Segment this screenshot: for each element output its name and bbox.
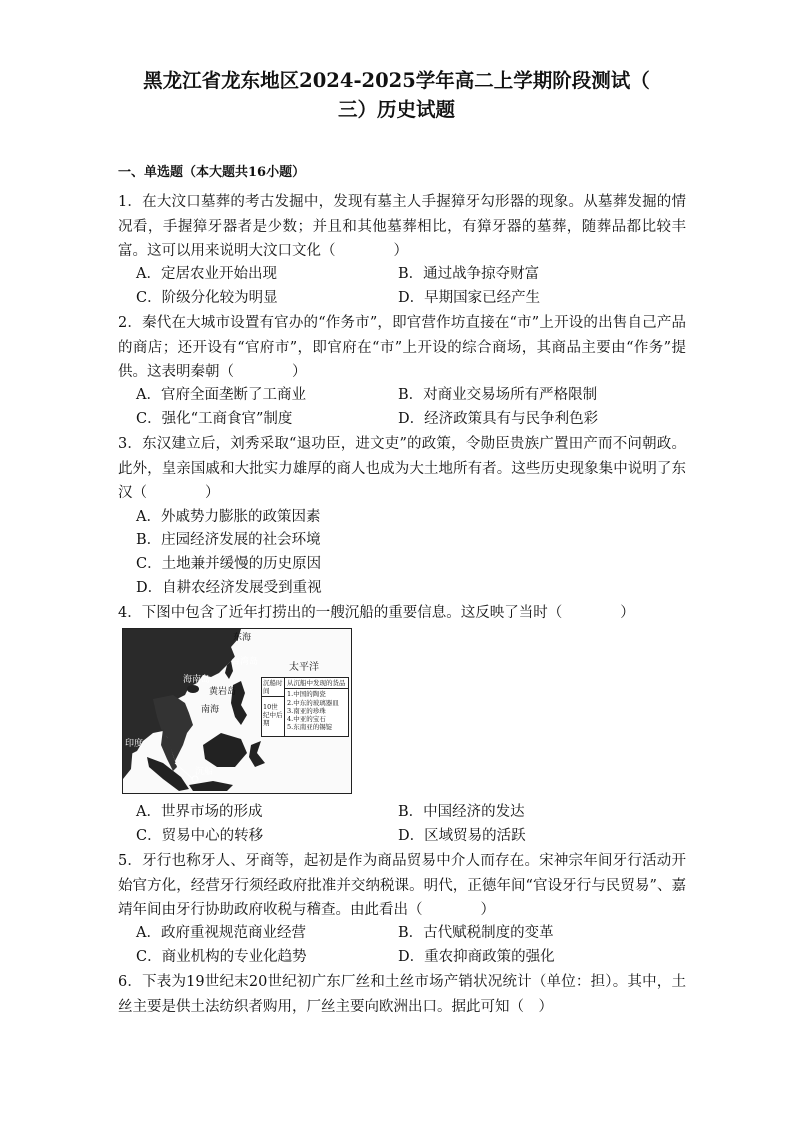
label-shipwreck: 沉船 <box>195 767 214 777</box>
legend-good-3: 3.南亚的珍珠 <box>287 707 326 715</box>
legend-time-header: 沉船时间 <box>263 679 283 695</box>
q2-option-b[interactable]: B．对商业交易场所有严格限制 <box>398 387 598 403</box>
title-line-1: 黑龙江省龙东地区2024-2025学年高二上学期阶段测试（ <box>143 69 650 92</box>
question-4-stem: 4．下图中包含了近年打捞出的一艘沉船的重要信息。这反映了当时（ ） <box>118 605 635 621</box>
label-nanhai: 南海 <box>201 705 220 715</box>
title-line-2: 三）历史试题 <box>337 98 455 121</box>
page-title <box>60 66 733 124</box>
label-taiwan: 台湾岛 <box>231 657 259 667</box>
question-6-stem: 6．下表为19世纪末20世纪初广东厂丝和土丝市场产销状况统计（单位：担）。其中，土丝主要是供土法纺织者购用，厂丝主要向欧洲出口。据此可知（ ） <box>118 974 686 1015</box>
label-india: 印度 <box>125 739 144 749</box>
q5-option-d[interactable]: D．重农抑商政策的强化 <box>398 949 555 965</box>
legend-good-4: 4.中亚的宝石 <box>287 715 326 723</box>
label-hainan: 海南岛 <box>183 675 211 685</box>
q2-option-c[interactable]: C．强化“工商食官”制度 <box>136 411 293 427</box>
q4-option-d[interactable]: D．区域贸易的活跃 <box>398 828 526 844</box>
q1-option-b[interactable]: B．通过战争掠夺财富 <box>398 266 540 282</box>
legend-good-2: 2.中东的玻璃器皿 <box>287 699 339 707</box>
map-legend <box>261 677 349 737</box>
section-heading: 一、单选题（本大题共16小题） <box>118 165 306 180</box>
q1-option-c[interactable]: C．阶级分化较为明显 <box>136 290 278 306</box>
shipwreck-map <box>122 628 352 794</box>
q1-option-d[interactable]: D．早期国家已经产生 <box>398 290 541 306</box>
q5-option-b[interactable]: B．古代赋税制度的变革 <box>398 925 554 941</box>
question-3-stem: 3．东汉建立后，刘秀采取“退功臣，进文吏”的政策，令勋臣贵族广置田产而不问朝政。此外，皇亲国戚和大批实力雄厚的商人也成为大土地所有者。这些历史现象集中说明了东汉（ ） <box>118 436 686 501</box>
q3-option-d[interactable]: D．自耕农经济发展受到重视 <box>136 580 322 596</box>
q4-option-a[interactable]: A．世界市场的形成 <box>136 804 263 820</box>
legend-good-5: 5.东南亚的锡锭 <box>287 723 333 731</box>
q2-option-a[interactable]: A．官府全面垄断了工商业 <box>136 387 306 403</box>
legend-good-1: 1.中国的陶瓷 <box>287 690 326 698</box>
q5-option-a[interactable]: A．政府重视规范商业经营 <box>136 925 306 941</box>
q1-option-a[interactable]: A．定居农业开始出现 <box>136 266 277 282</box>
q3-option-b[interactable]: B．庄园经济发展的社会环境 <box>136 532 321 548</box>
question-5-stem: 5．牙行也称牙人、牙商等，起初是作为商品贸易中介人而存在。宋神宗年间牙行活动开始官方化，经营牙行须经政府批准并交纳税课。明代，正德年间“官设牙行与民贸易”、嘉靖年间由牙行协助政府收税与稽查。由此看出（ ） <box>118 853 686 918</box>
question-2-stem: 2．秦代在大城市设置有官办的“作务市”，即官营作坊直接在“市”上开设的出售自己产品的商店；还开设有“官府市”，即官府在“市”上开设的综合商场，其商品主要由“作务”提供。这表明秦朝（ ） <box>118 315 686 380</box>
label-pacific: 太平洋 <box>289 662 319 673</box>
label-huangyan: 黄岩岛 <box>209 687 237 697</box>
q2-option-d[interactable]: D．经济政策具有与民争利色彩 <box>398 411 599 427</box>
question-1-stem: 1．在大汶口墓葬的考古发掘中，发现有墓主人手握獐牙勾形器的现象。从墓葬发掘的情况看，手握獐牙器者是少数；并且和其他墓葬相比，有獐牙器的墓葬，随葬品都比较丰富。这可以用来说明大汶口文化（ ） <box>118 194 686 259</box>
q4-option-c[interactable]: C．贸易中心的转移 <box>136 828 264 844</box>
legend-time-value: 10世纪中后期 <box>263 703 283 727</box>
label-donghai: 东海 <box>233 633 252 643</box>
q3-option-c[interactable]: C．土地兼并缓慢的历史原因 <box>136 556 322 572</box>
q4-option-b[interactable]: B．中国经济的发达 <box>398 804 525 820</box>
legend-goods-header: 从沉船中发现的货品 <box>285 678 348 689</box>
q5-option-c[interactable]: C．商业机构的专业化趋势 <box>136 949 307 965</box>
q3-option-a[interactable]: A．外戚势力膨胀的政策因素 <box>136 509 321 525</box>
